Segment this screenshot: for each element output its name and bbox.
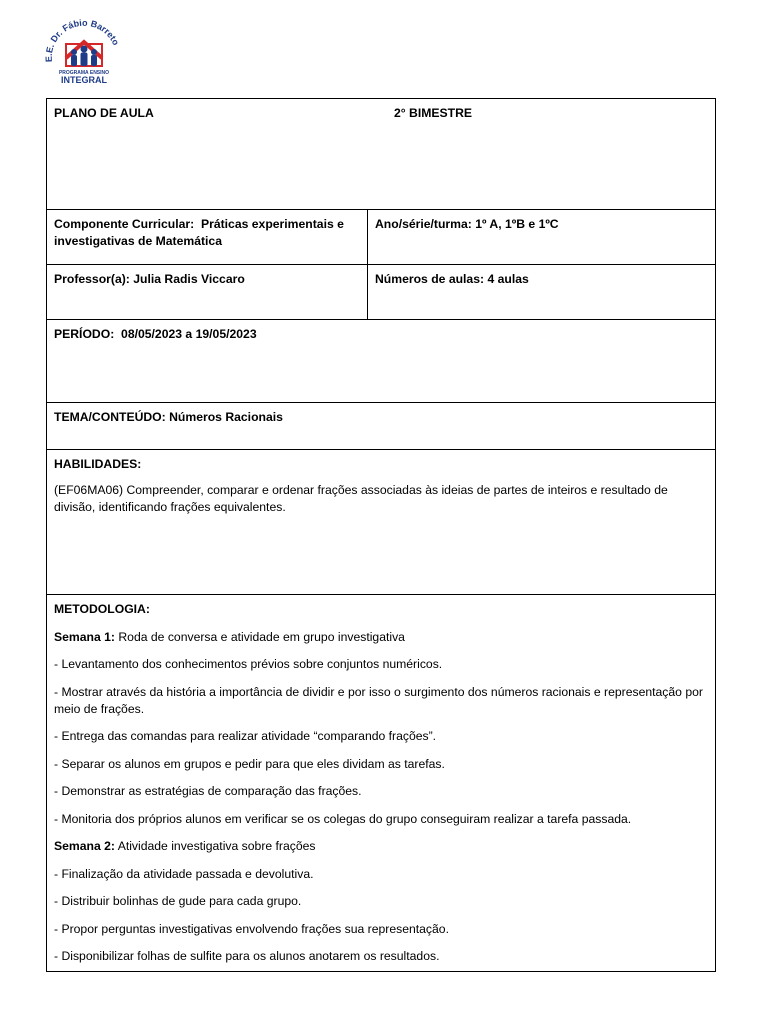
ano-cell [368,210,716,265]
metodologia-cell [47,595,716,972]
habilidades-cell [47,450,716,595]
professor-cell [47,265,368,320]
school-logo-graphic [44,14,124,94]
periodo-value: 08/05/2023 a 19/05/2023 [121,327,257,341]
aulas-label: Números de aulas: [375,272,485,286]
tema-value: Números Racionais [169,410,283,424]
list-item: - Distribuir bolinhas de gude para cada grupo. [54,894,302,908]
metodologia-label: METODOLOGIA: [54,602,150,616]
componente-value: Práticas experimentais e investigativas de Matemática [54,217,344,248]
habilidades-row [47,450,716,595]
semana2-text: Atividade investigativa sobre frações [117,839,316,853]
componente-row [47,210,716,265]
list-item: - Separar os alunos em grupos e pedir para que eles dividam as tarefas. [54,756,445,771]
program-line1: PROGRAMA ENSINO [58,70,110,76]
semana2-heading [54,838,708,855]
componente-label: Componente Curricular: [54,217,195,231]
componente-cell [47,210,368,265]
school-logo [44,14,124,94]
semana2-label: Semana 2: [54,839,115,853]
tema-row [47,403,716,450]
plan-title: PLANO DE AULA [54,106,154,120]
tema-label: TEMA/CONTEÚDO: [54,410,166,424]
program-line2: INTEGRAL [61,75,107,85]
periodo-cell [47,320,716,403]
list-item: - Propor perguntas investigativas envolvendo frações sua representação. [54,921,449,936]
title-cell [47,99,716,210]
lesson-plan-table [46,98,716,972]
list-item: - Disponibilizar folhas de sulfite para os alunos anotarem os resultados. [54,949,440,963]
professor-label: Professor(a): [54,272,130,286]
aulas-value: 4 aulas [487,272,529,286]
periodo-row [47,320,716,403]
semana1-text: Roda de conversa e atividade em grupo investigativa [118,629,405,644]
tema-cell [47,403,716,450]
habilidades-text: (EF06MA06) Compreender, comparar e ordenar frações associadas às ideias de partes de inteiros e resultado de divisão, identificando frações equivalentes. [54,483,668,514]
list-item: - Entrega das comandas para realizar atividade “comparando frações”. [54,729,437,743]
semana1-label: Semana 1: [54,629,115,644]
school-name-text: E.E. Dr. Fábio Barreto [44,17,122,63]
list-item: - Levantamento dos conhecimentos prévios sobre conjuntos numéricos. [54,657,443,671]
ano-value: 1º A, 1ºB e 1ºC [475,217,559,231]
aulas-cell [368,265,716,320]
bimestre-label: 2° BIMESTRE [394,106,473,120]
metodologia-row [47,595,716,972]
list-item: - Demonstrar as estratégias de comparação das frações. [54,784,362,798]
list-item: - Mostrar através da história a importância de dividir e por isso o surgimento dos números racionais e representação por meio de frações. [54,684,703,716]
list-item: - Monitoria dos próprios alunos em verificar se os colegas do grupo conseguiram realizar a tarefa passada. [54,811,632,826]
professor-row [47,265,716,320]
ano-label: Ano/série/turma: [375,217,472,231]
habilidades-label: HABILIDADES: [54,457,142,471]
semana1-heading [54,629,708,646]
professor-value: Julia Radis Viccaro [133,272,245,286]
periodo-label: PERÍODO: [54,327,115,341]
title-row [47,99,716,210]
list-item: - Finalização da atividade passada e devolutiva. [54,866,314,881]
